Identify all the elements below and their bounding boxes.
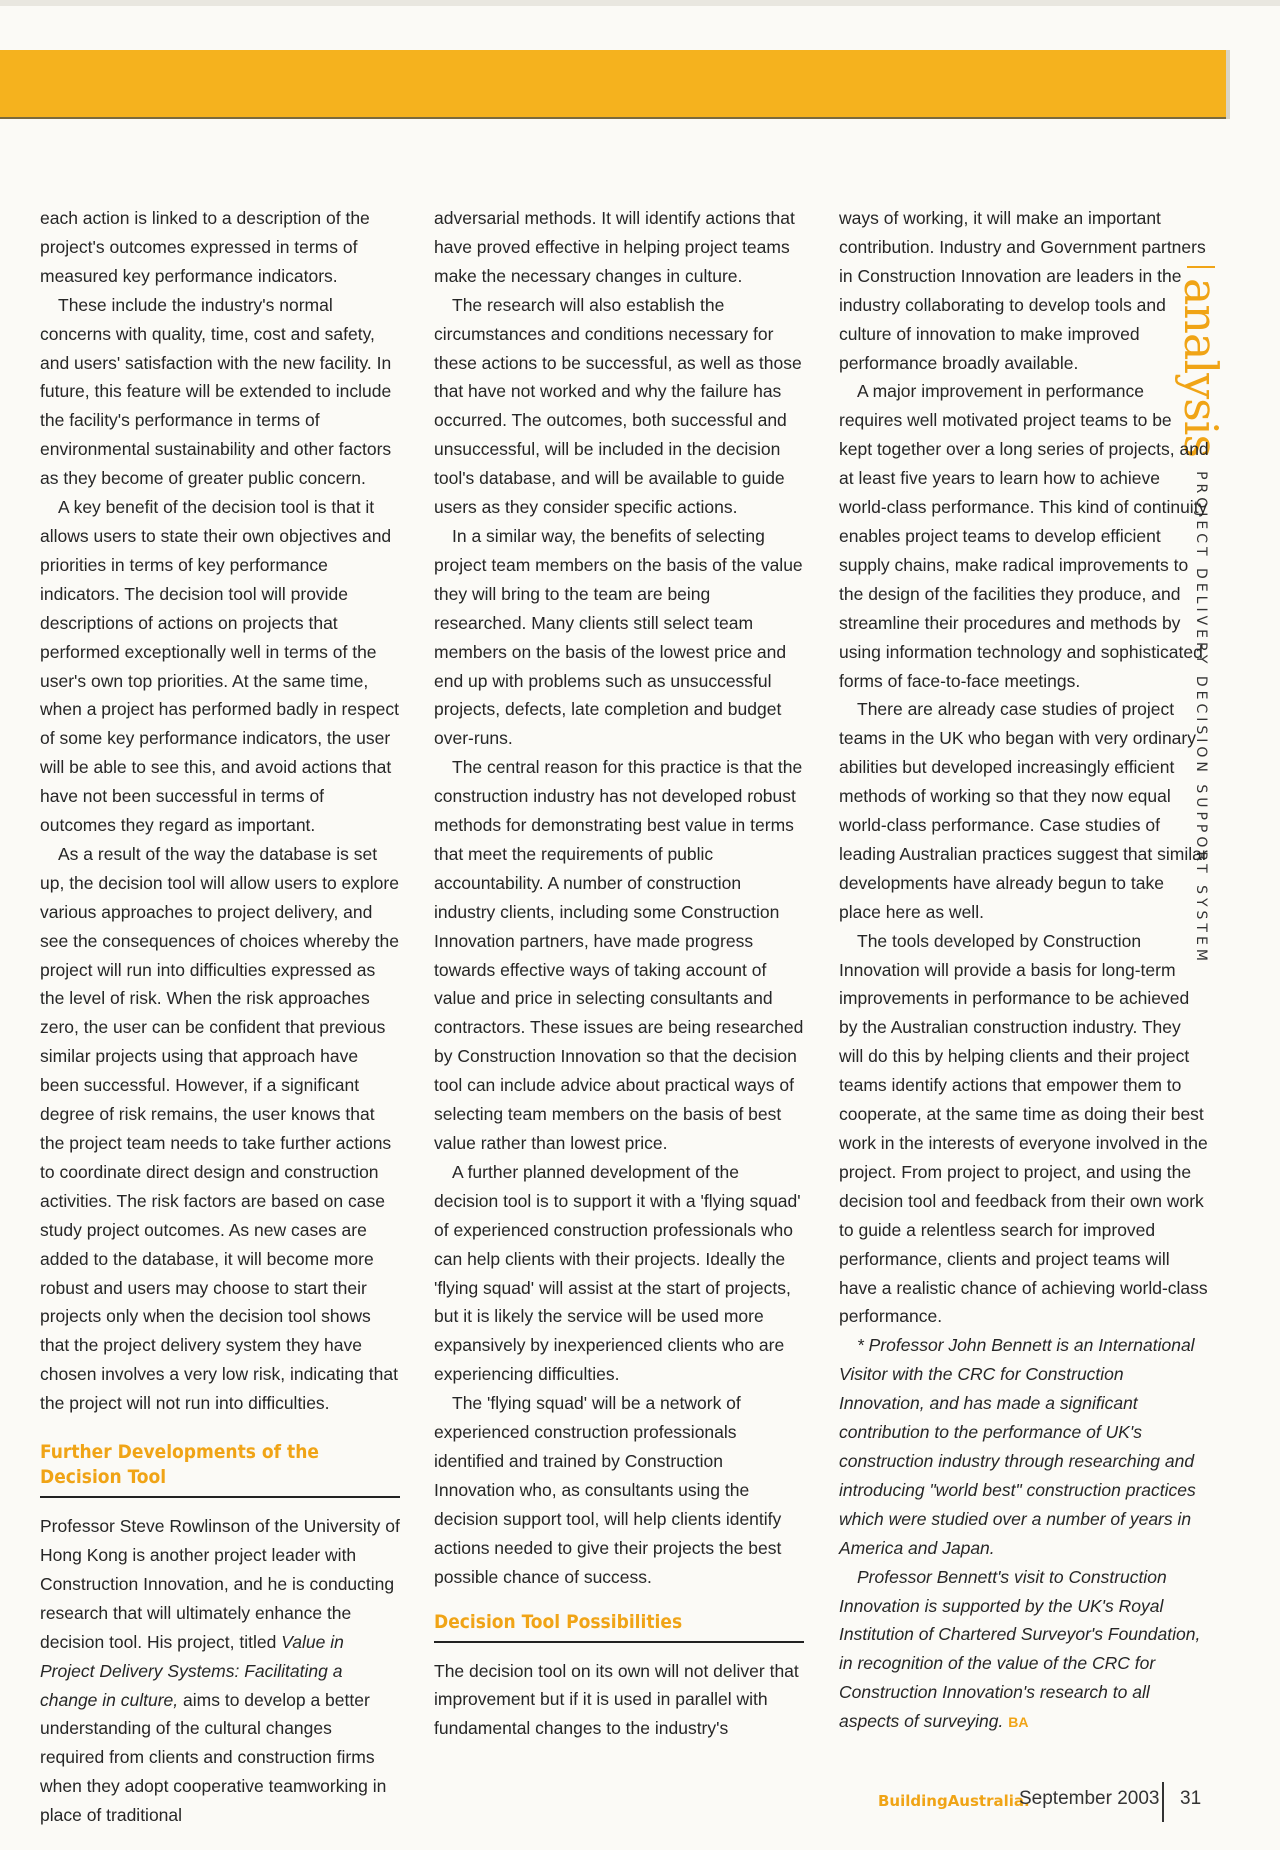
end-mark: BA	[1008, 1714, 1029, 1731]
section-topic: PROJECT DELIVERY DECISION SUPPORT SYSTEM	[1193, 471, 1209, 965]
footer-divider	[1162, 1782, 1164, 1822]
magazine-brand: BuildingAustralia.	[878, 1792, 1030, 1810]
section-name: analysis	[1174, 278, 1228, 458]
issue-date: September 2003	[1019, 1788, 1160, 1809]
paragraph: A key benefit of the decision tool is that it allows users to state their own objectives and priorities in terms of key performance indicators. The decision tool will provide descriptions of actions on projects that performed exceptionally well in terms of the user's own top priorities. At the same time, when a project has performed badly in respect of some key performance indicators, the user will be able to see this, and avoid actions that have not been successful in terms of outcomes they regard as important.	[40, 497, 399, 836]
banner-edge	[1226, 50, 1230, 119]
paragraph: The research will also establish the circumstances and conditions necessary for these actions to be successful, as well as those that have not worked and why the failure has occurred. The outcomes, both successful and unsuccessful, will be included in the decision tool's database, and will be available to guide users as they consider specific actions.	[434, 294, 802, 518]
paragraph: The tools developed by Construction Innovation will provide a basis for long-term improvements in performance to be achieved by the Australian construction industry. They will do this by helping clients and their project teams identify actions that empower them to cooperate, at the same time as doing their best work in the interests of everyone involved in the project. From project to project, and using the decision tool and feedback from their own work to guide a relentless search for improved performance, clients and project teams will have a realistic chance of achieving world-class performance.	[839, 930, 1208, 1327]
header-banner	[0, 50, 1226, 119]
paragraph: The central reason for this practice is that the construction industry has not developed robust methods for demonstrating best value in terms that meet the requirements of public accountability. A number of construction industry clients, including some Construction Innovation partners, have made progress towards effective ways of taking account of value and price in selecting consultants and contractors. These issues are being researched by Construction Innovation so that the decision tool can include advice about practical ways of selecting team members on the basis of best value rather than lowest price.	[434, 757, 804, 1153]
paragraph: each action is linked to a description of the project's outcomes expressed in terms of measured key performance indicators.	[40, 208, 370, 286]
page-footer	[0, 1782, 1280, 1822]
column-1	[40, 204, 400, 1830]
paragraph: There are already case studies of project teams in the UK who began with very ordinary abilities but developed increasingly efficient methods of working so that they now equal world-class performance. Case studies of leading Australian practices suggest that similar developments have already begun to take place here as well.	[839, 699, 1208, 922]
paragraph: In a similar way, the benefits of selecting project team members on the basis of the value they will bring to the team are being researched. Many clients still select team members on the basis of the lowest price and end up with problems such as unsuccessful projects, defects, late completion and budget over-runs.	[434, 525, 803, 749]
paragraph: A further planned development of the decision tool is to support it with a 'flying squad' of experienced construction professionals who can help clients with their projects. Ideally the 'flying squad' will assist at the start of projects, but it is likely the service will be used more expansively by inexperienced clients who are experiencing difficulties.	[434, 1161, 801, 1385]
paragraph-text: Professor Steve Rowlinson of the University of Hong Kong is another project leader with Construction Innovation, and he is conducting research that will ultimately enhance the decision tool. His project, titled	[40, 1516, 400, 1652]
paragraph: As a result of the way the database is set up, the decision tool will allow users to explore various approaches to project delivery, and see the consequences of choices whereby the project will run into difficulties expressed as the level of risk. When the risk approaches zero, the user can be confident that previous similar projects using that approach have been successful. However, if a significant degree of risk remains, the user knows that the project team needs to take further actions to coordinate direct design and construction activities. The risk factors are based on case study project outcomes. As new cases are added to the database, it will become more robust and users may choose to start their projects only when the decision tool shows that the project delivery system they have chosen involves a very low risk, indicating that the project will not run into difficulties.	[40, 843, 399, 1414]
acknowledgement	[839, 1563, 1209, 1737]
section-heading: Further Developments of the Decision Tool	[40, 1440, 400, 1498]
paragraph: ways of working, it will make an important contribution. Industry and Government partners in Construction Innovation are leaders in the industry collaborating to develop tools and culture of innovation to make improved performance broadly available.	[839, 208, 1206, 373]
project-title: Value in Project Delivery Systems: Facilitating a change in culture,	[40, 1631, 344, 1710]
top-edge	[0, 0, 1280, 6]
column-3	[839, 204, 1209, 1737]
paragraph: The 'flying squad' will be a network of experienced construction professionals identified and trained by Construction Innovation who, as consultants using the decision support tool, will help clients identify actions needed to give their projects the best possible chance of success.	[434, 1393, 782, 1587]
page-number: 31	[1180, 1788, 1202, 1809]
column-2	[434, 204, 804, 1743]
acknowledgement-text: Professor Bennett's visit to Construction Innovation is supported by the UK's Royal Institution of Chartered Surveyor's Foundation, in recognition of the value of the CRC for Construction Innovation's research to all aspects of surveying.	[839, 1566, 1201, 1732]
paragraph: adversarial methods. It will identify actions that have proved effective in helping project teams make the necessary changes in culture.	[434, 208, 795, 286]
author-note: * Professor John Bennett is an International Visitor with the CRC for Construction Innovation, and has made a significant contribution to the performance of UK's construction industry through researching and introducing "world best" construction practices which were studied over a number of years in America and Japan.	[839, 1335, 1196, 1558]
paragraph: The decision tool on its own will not deliver that improvement but if it is used in parallel with fundamental changes to the industry's	[434, 1660, 799, 1739]
paragraph: These include the industry's normal concerns with quality, time, cost and safety, and users' satisfaction with the new facility. In future, this feature will be extended to include the facility's performance in terms of environmental sustainability and other factors as they become of greater public concern.	[40, 294, 392, 489]
section-heading: Decision Tool Possibilities	[434, 1610, 804, 1643]
paragraph-text: aims to develop a better understanding of the cultural changes required from clients and construction firms when they adopt cooperative teamworking in place of traditional	[40, 1689, 387, 1826]
paragraph: A major improvement in performance requires well motivated project teams to be kept together over a long series of projects, and at least five years to learn how to achieve world-class performance. This kind of continuity enables project teams to develop efficient supply chains, make radical improvements to the design of the facilities they produce, and streamline their procedures and methods by using information technology and sophisticated forms of face-to-face meetings.	[839, 381, 1209, 691]
